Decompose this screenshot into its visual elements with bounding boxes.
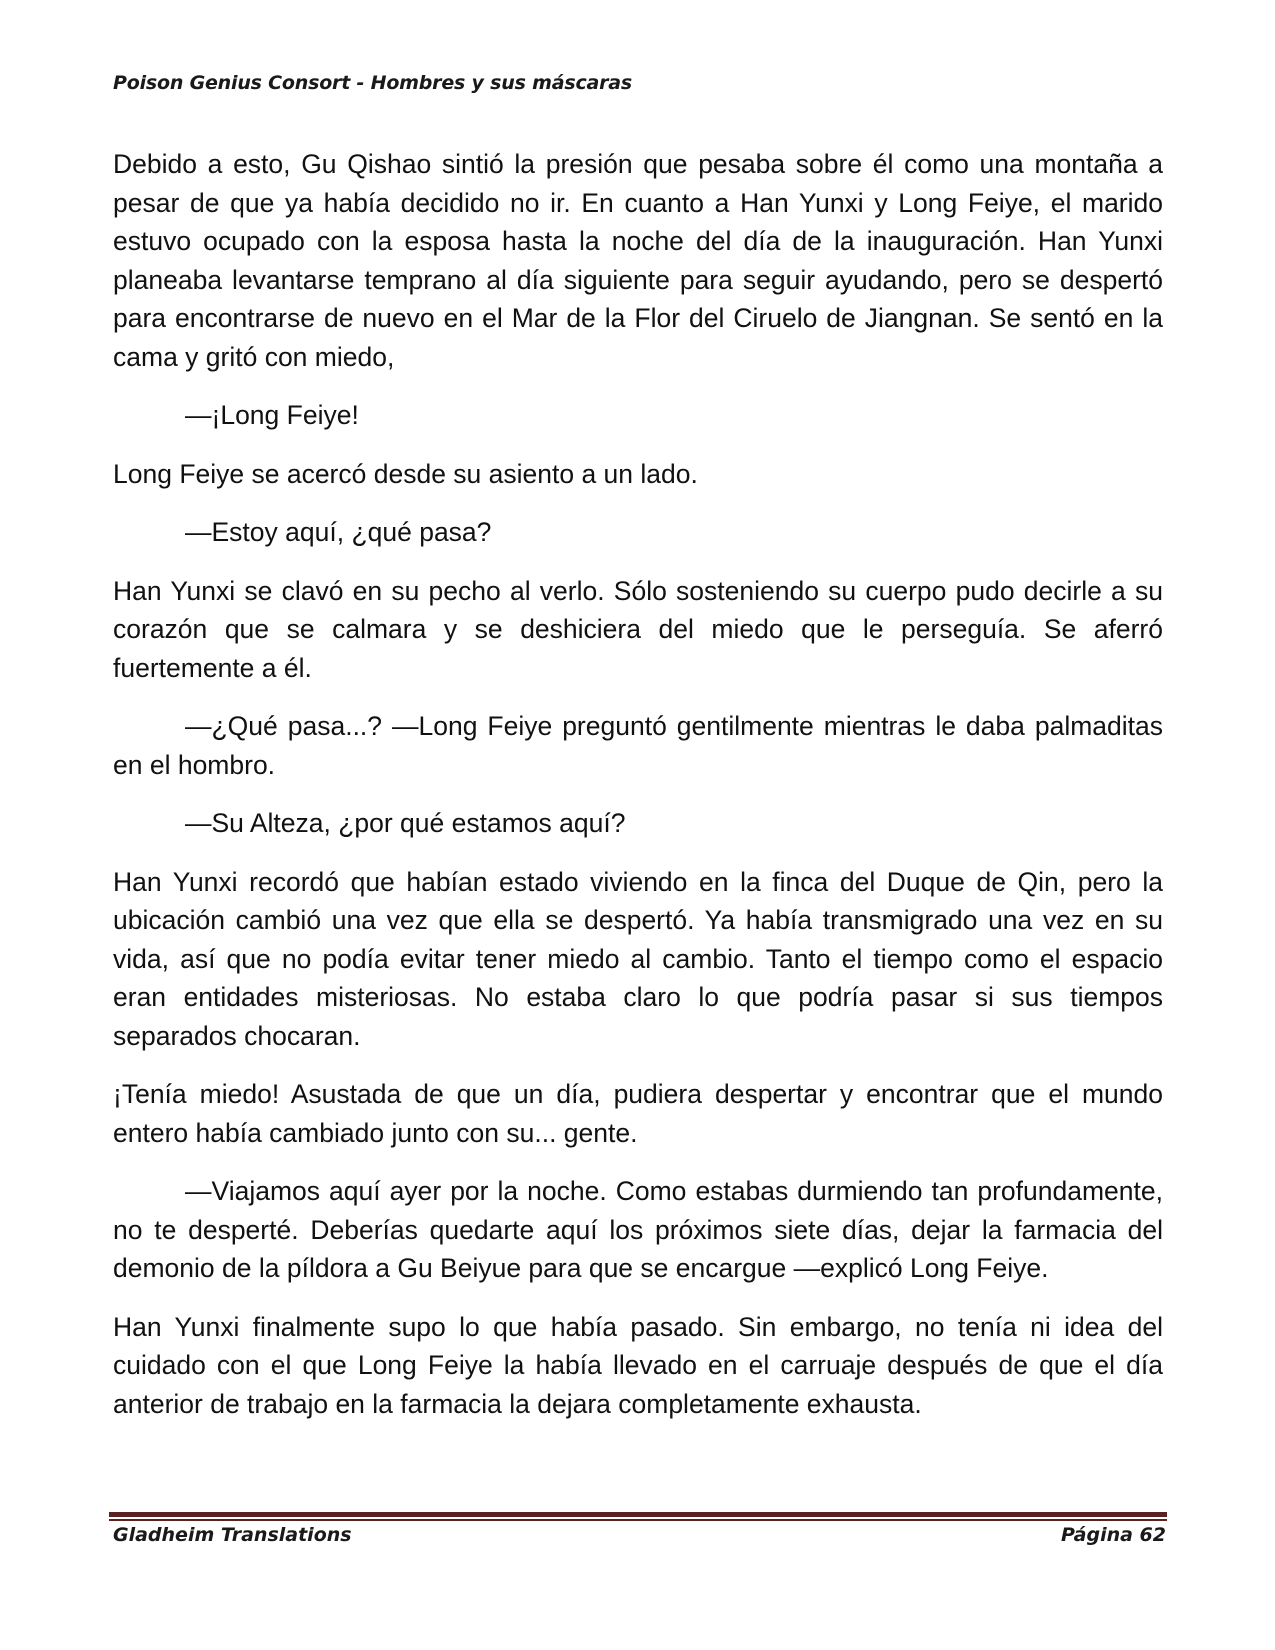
paragraph: Han Yunxi recordó que habían estado viviendo en la finca del Duque de Qin, pero la ubicación cambió una vez que ella se despertó. Ya había transmigrado una vez en su vida, así que no podía evitar tener miedo al cambio. Tanto el tiempo como el espacio eran entidades misteriosas. No estaba claro lo que podría pasar si sus tiempos separados chocaran. <box>113 866 1163 1051</box>
footer-divider <box>109 1512 1167 1521</box>
page-header-title: Poison Genius Consort - Hombres y sus máscaras <box>113 72 633 94</box>
paragraph: Long Feiye se acercó desde su asiento a un lado. <box>113 458 698 489</box>
dialog-paragraph: —Su Alteza, ¿por qué estamos aquí? <box>185 808 626 838</box>
document-body <box>113 145 1163 1443</box>
dialog-paragraph: —Estoy aquí, ¿qué pasa? <box>185 517 492 547</box>
paragraph: Han Yunxi se clavó en su pecho al verlo. Sólo sosteniendo su cuerpo pudo decirle a su corazón que se calmara y se deshiciera del miedo que le perseguía. Se aferró fuertemente a él. <box>113 575 1163 683</box>
dialog-paragraph: —¡Long Feiye! <box>185 400 359 430</box>
page-number: Página 62 <box>1060 1524 1166 1546</box>
dialog-paragraph: —¿Qué pasa...? —Long Feiye preguntó gentilmente mientras le daba palmaditas en el hombro. <box>113 711 1163 780</box>
dialog-paragraph: —Viajamos aquí ayer por la noche. Como estabas durmiendo tan profundamente, no te desperté. Deberías quedarte aquí los próximos siete días, dejar la farmacia del demonio de la píldora a Gu Beiyue para que se encargue —explicó Long Feiye. <box>113 1176 1163 1283</box>
paragraph: ¡Tenía miedo! Asustada de que un día, pudiera despertar y encontrar que el mundo entero había cambiado junto con su... gente. <box>113 1079 1163 1148</box>
footer-publisher: Gladheim Translations <box>113 1524 352 1546</box>
paragraph: Debido a esto, Gu Qishao sintió la presión que pesaba sobre él como una montaña a pesar de que ya había decidido no ir. En cuanto a Han Yunxi y Long Feiye, el marido estuvo ocupado con la esposa hasta la noche del día de la inauguración. Han Yunxi planeaba levantarse temprano al día siguiente para seguir ayudando, pero se despertó para encontrarse de nuevo en el Mar de la Flor del Ciruelo de Jiangnan. Se sentó en la cama y gritó con miedo, <box>113 149 1163 372</box>
paragraph: Han Yunxi finalmente supo lo que había pasado. Sin embargo, no tenía ni idea del cuidado con el que Long Feiye la había llevado en el carruaje después de que el día anterior de trabajo en la farmacia la dejara completamente exhausta. <box>113 1311 1163 1419</box>
